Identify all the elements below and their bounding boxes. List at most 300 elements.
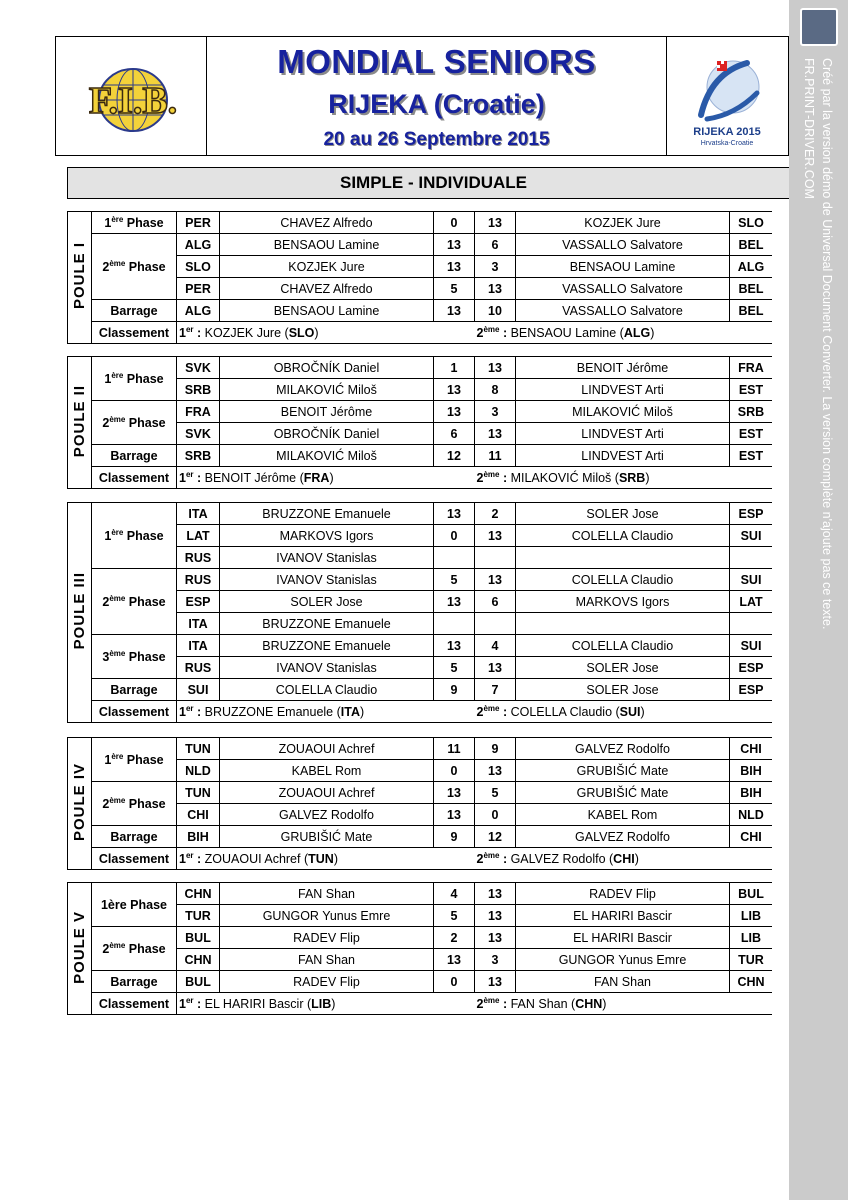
player-left: GUNGOR Yunus Emre — [220, 905, 434, 927]
phase-word: Phase — [123, 216, 164, 231]
rank-number: 2 — [476, 705, 484, 720]
score-left: 13 — [434, 503, 475, 525]
country-code-right: LIB — [730, 905, 773, 927]
classement-second: 2ème : COLELLA Claudio (SUI) — [475, 701, 773, 723]
phase-ordinal-suffix: ère — [111, 527, 124, 537]
player-left: COLELLA Claudio — [220, 679, 434, 701]
phase-ordinal-suffix: ème — [109, 648, 126, 658]
country-code-right: LAT — [730, 591, 773, 613]
ranked-player: KOZJEK Jure — [204, 326, 282, 341]
score-left: 5 — [434, 657, 475, 679]
phase-ordinal: 1 — [104, 216, 112, 231]
country-code-left: SLO — [177, 256, 220, 278]
rank-number: 1 — [179, 852, 186, 867]
score-left: 4 — [434, 883, 475, 905]
score-right: 13 — [475, 905, 516, 927]
player-left: OBROČNÍK Daniel — [220, 423, 434, 445]
score-left: 13 — [434, 300, 475, 322]
player-left: IVANOV Stanislas — [220, 547, 434, 569]
player-left: CHAVEZ Alfredo — [220, 278, 434, 300]
country-code-right: SRB — [730, 401, 773, 423]
score-left: 1 — [434, 357, 475, 379]
score-left: 0 — [434, 971, 475, 993]
pool-label: POULE V — [71, 910, 88, 984]
phase-ordinal-suffix: ème — [109, 258, 126, 268]
phase-word: Phase — [125, 797, 166, 812]
country-code-left: ALG — [177, 234, 220, 256]
country-code-right: ESP — [730, 503, 773, 525]
phase-label — [92, 927, 177, 971]
score-left: 12 — [434, 445, 475, 467]
phase-ordinal-suffix: ème — [109, 414, 126, 424]
fib-logo-cell — [56, 37, 207, 155]
player-right: COLELLA Claudio — [516, 569, 730, 591]
country-code-left: CHN — [177, 883, 220, 905]
match-row — [68, 971, 773, 993]
player-right: LINDVEST Arti — [516, 423, 730, 445]
player-right: GUNGOR Yunus Emre — [516, 949, 730, 971]
match-row — [68, 782, 773, 804]
phase-ordinal-suffix: ère — [111, 370, 124, 380]
phase-ordinal: 1 — [104, 753, 112, 768]
player-left: IVANOV Stanislas — [220, 569, 434, 591]
rank-suffix: er — [185, 469, 194, 479]
player-right: COLELLA Claudio — [516, 635, 730, 657]
pool-label-cell — [68, 738, 92, 870]
ranked-player: FAN Shan — [510, 997, 568, 1012]
ranked-country: SRB — [618, 471, 646, 486]
phase-word: Phase — [123, 753, 164, 768]
classement-label: Classement — [92, 701, 177, 723]
country-code-left: SVK — [177, 423, 220, 445]
phase-word: 1ère Phase — [100, 897, 168, 912]
pool-table — [67, 737, 772, 870]
country-code-left: SUI — [177, 679, 220, 701]
score-right: 13 — [475, 971, 516, 993]
converter-icon — [800, 8, 838, 46]
country-code-left: FRA — [177, 401, 220, 423]
match-row — [68, 738, 773, 760]
country-code-right: FRA — [730, 357, 773, 379]
classement-second: 2ème : MILAKOVIĆ Miloš (SRB) — [475, 467, 773, 489]
score-right: 9 — [475, 738, 516, 760]
ranked-country: FRA — [303, 471, 330, 486]
classement-row — [68, 701, 773, 723]
phase-ordinal: 2 — [102, 797, 110, 812]
pool-label: POULE II — [71, 384, 88, 458]
phase-label — [92, 212, 177, 234]
country-code-right: BEL — [730, 234, 773, 256]
score-right: 10 — [475, 300, 516, 322]
match-row — [68, 826, 773, 848]
country-code-left: PER — [177, 278, 220, 300]
ranked-country: SLO — [288, 326, 315, 341]
rank-suffix: ème — [483, 850, 500, 860]
player-right: COLELLA Claudio — [516, 525, 730, 547]
player-right: MARKOVS Igors — [516, 591, 730, 613]
phase-word: Barrage — [110, 682, 158, 697]
score-right: 11 — [475, 445, 516, 467]
classement-label: Classement — [92, 848, 177, 870]
fib-logo — [63, 67, 203, 133]
country-code-right: BIH — [730, 782, 773, 804]
country-code-right — [730, 547, 773, 569]
country-code-left: CHN — [177, 949, 220, 971]
header — [55, 36, 789, 156]
rank-suffix: ème — [483, 324, 500, 334]
phase-word: Barrage — [110, 303, 158, 318]
match-row — [68, 679, 773, 701]
match-row — [68, 445, 773, 467]
rank-number: 2 — [476, 997, 484, 1012]
country-code-right: CHN — [730, 971, 773, 993]
player-right: VASSALLO Salvatore — [516, 278, 730, 300]
player-right: GALVEZ Rodolfo — [516, 738, 730, 760]
rank-suffix: ème — [483, 703, 500, 713]
phase-label — [92, 401, 177, 445]
match-row — [68, 357, 773, 379]
pool-table — [67, 211, 772, 344]
score-right: 4 — [475, 635, 516, 657]
rank-suffix: er — [185, 850, 194, 860]
player-right: KABEL Rom — [516, 804, 730, 826]
country-code-right: ALG — [730, 256, 773, 278]
ranked-country: TUN — [308, 852, 334, 867]
player-left: IVANOV Stanislas — [220, 657, 434, 679]
event-dates: 20 au 26 Septembre 2015 — [323, 129, 550, 150]
country-code-right: CHI — [730, 738, 773, 760]
score-left — [434, 613, 475, 635]
score-right: 13 — [475, 423, 516, 445]
player-left: ZOUAOUI Achref — [220, 738, 434, 760]
phase-ordinal: 2 — [102, 416, 110, 431]
section-title: SIMPLE - INDIVIDUALE — [67, 167, 800, 199]
classement-second: 2ème : FAN Shan (CHN) — [475, 993, 773, 1015]
score-right — [475, 613, 516, 635]
score-left: 2 — [434, 927, 475, 949]
player-left: FAN Shan — [220, 949, 434, 971]
page-title: MONDIAL SENIORS — [277, 43, 596, 80]
ranked-country: CHI — [613, 852, 635, 867]
country-code-left: TUN — [177, 738, 220, 760]
ranked-player: BENOIT Jérôme — [204, 471, 297, 486]
country-code-left: PER — [177, 212, 220, 234]
watermark-line-1: Créé par la version démo de Universal Document Converter. La version complète n'ajoute pas ce texte. — [820, 58, 834, 630]
score-left — [434, 547, 475, 569]
pool-table — [67, 882, 772, 1015]
score-right: 13 — [475, 927, 516, 949]
country-code-right: BIH — [730, 760, 773, 782]
player-left: KABEL Rom — [220, 760, 434, 782]
player-right: BENOIT Jérôme — [516, 357, 730, 379]
ranked-player: BENSAOU Lamine — [510, 326, 617, 341]
player-right: GRUBIŠIĆ Mate — [516, 782, 730, 804]
country-code-left: ITA — [177, 613, 220, 635]
score-right: 2 — [475, 503, 516, 525]
score-left: 0 — [434, 525, 475, 547]
phase-label — [92, 357, 177, 401]
phase-ordinal-suffix: ère — [111, 214, 124, 224]
player-right: SOLER Jose — [516, 657, 730, 679]
pool-table — [67, 502, 772, 723]
match-row — [68, 503, 773, 525]
country-code-right: SLO — [730, 212, 773, 234]
pool-label: POULE IV — [71, 762, 88, 841]
player-left: BRUZZONE Emanuele — [220, 613, 434, 635]
player-left: SOLER Jose — [220, 591, 434, 613]
phase-word: Barrage — [110, 829, 158, 844]
country-code-right: CHI — [730, 826, 773, 848]
score-right: 13 — [475, 883, 516, 905]
player-right: EL HARIRI Bascir — [516, 905, 730, 927]
pool-label-cell — [68, 212, 92, 344]
country-code-right: SUI — [730, 635, 773, 657]
country-code-right: NLD — [730, 804, 773, 826]
ranked-country: SUI — [619, 705, 641, 720]
player-right: BENSAOU Lamine — [516, 256, 730, 278]
player-left: BENOIT Jérôme — [220, 401, 434, 423]
player-right: FAN Shan — [516, 971, 730, 993]
score-left: 13 — [434, 635, 475, 657]
phase-label — [92, 445, 177, 467]
phase-word: Phase — [125, 416, 166, 431]
country-code-left: LAT — [177, 525, 220, 547]
score-right: 13 — [475, 525, 516, 547]
rank-number: 1 — [179, 997, 186, 1012]
ranked-country: CHN — [575, 997, 603, 1012]
score-left: 0 — [434, 760, 475, 782]
score-right: 5 — [475, 782, 516, 804]
phase-word: Phase — [125, 595, 166, 610]
phase-label — [92, 826, 177, 848]
watermark-line-2: FR.PRINT-DRIVER.COM — [802, 58, 816, 199]
classement-first: 1er : BENOIT Jérôme (FRA) — [177, 467, 475, 489]
match-row — [68, 635, 773, 657]
ranked-player: BRUZZONE Emanuele — [204, 705, 334, 720]
ranked-player: ZOUAOUI Achref — [204, 852, 301, 867]
phase-word: Phase — [123, 529, 164, 544]
country-code-right: EST — [730, 379, 773, 401]
fib-logo-text: F.I.B. — [88, 80, 178, 122]
rank-number: 2 — [476, 852, 484, 867]
player-left: ZOUAOUI Achref — [220, 782, 434, 804]
score-left: 5 — [434, 278, 475, 300]
country-code-right: SUI — [730, 569, 773, 591]
score-right: 3 — [475, 256, 516, 278]
classement-first: 1er : BRUZZONE Emanuele (ITA) — [177, 701, 475, 723]
rank-suffix: er — [185, 703, 194, 713]
phase-label — [92, 234, 177, 300]
country-code-right — [730, 613, 773, 635]
rank-number: 1 — [179, 705, 186, 720]
phase-word: Phase — [125, 260, 166, 275]
score-right: 13 — [475, 569, 516, 591]
match-row — [68, 401, 773, 423]
player-left: CHAVEZ Alfredo — [220, 212, 434, 234]
score-right: 12 — [475, 826, 516, 848]
match-row — [68, 883, 773, 905]
watermark-text — [800, 58, 836, 629]
score-right: 13 — [475, 760, 516, 782]
country-code-right: LIB — [730, 927, 773, 949]
rijeka-logo-title: RIJEKA 2015 — [693, 126, 761, 138]
player-right: VASSALLO Salvatore — [516, 300, 730, 322]
classement-row — [68, 322, 773, 344]
country-code-left: ITA — [177, 635, 220, 657]
rank-suffix: er — [185, 324, 194, 334]
player-right: SOLER Jose — [516, 679, 730, 701]
country-code-left: TUN — [177, 782, 220, 804]
phase-label — [92, 300, 177, 322]
country-code-right: BEL — [730, 278, 773, 300]
player-right: GRUBIŠIĆ Mate — [516, 760, 730, 782]
score-left: 13 — [434, 234, 475, 256]
rijeka-logo-country: Hrvatska-Croatie — [700, 140, 754, 147]
phase-word: Barrage — [110, 974, 158, 989]
country-code-left: BUL — [177, 971, 220, 993]
player-left: KOZJEK Jure — [220, 256, 434, 278]
player-left: OBROČNÍK Daniel — [220, 357, 434, 379]
phase-word: Barrage — [110, 448, 158, 463]
phase-label — [92, 883, 177, 927]
player-left: GRUBIŠIĆ Mate — [220, 826, 434, 848]
ranked-country: LIB — [311, 997, 332, 1012]
score-left: 5 — [434, 905, 475, 927]
pool-label: POULE I — [71, 242, 88, 310]
score-left: 13 — [434, 379, 475, 401]
player-right: GALVEZ Rodolfo — [516, 826, 730, 848]
player-right: EL HARIRI Bascir — [516, 927, 730, 949]
classement-second: 2ème : BENSAOU Lamine (ALG) — [475, 322, 773, 344]
country-code-left: ESP — [177, 591, 220, 613]
pool-table — [67, 356, 772, 489]
player-left: BRUZZONE Emanuele — [220, 503, 434, 525]
player-left: BRUZZONE Emanuele — [220, 635, 434, 657]
match-row — [68, 212, 773, 234]
phase-ordinal: 1 — [104, 529, 112, 544]
country-code-right: EST — [730, 423, 773, 445]
score-left: 11 — [434, 738, 475, 760]
score-right: 6 — [475, 591, 516, 613]
classement-row — [68, 467, 773, 489]
phase-label — [92, 738, 177, 782]
score-left: 13 — [434, 256, 475, 278]
score-right: 8 — [475, 379, 516, 401]
ranked-country: ITA — [340, 705, 360, 720]
phase-ordinal-suffix: ème — [109, 795, 126, 805]
phase-ordinal-suffix: ère — [111, 751, 124, 761]
score-right: 13 — [475, 212, 516, 234]
phase-ordinal: 2 — [102, 595, 110, 610]
player-right: LINDVEST Arti — [516, 445, 730, 467]
country-code-left: BUL — [177, 927, 220, 949]
player-left: GALVEZ Rodolfo — [220, 804, 434, 826]
phase-ordinal: 2 — [102, 942, 110, 957]
player-left: BENSAOU Lamine — [220, 234, 434, 256]
player-left: MILAKOVIĆ Miloš — [220, 379, 434, 401]
rank-suffix: ème — [483, 469, 500, 479]
score-right: 13 — [475, 357, 516, 379]
classement-first: 1er : ZOUAOUI Achref (TUN) — [177, 848, 475, 870]
country-code-left: SVK — [177, 357, 220, 379]
player-right: MILAKOVIĆ Miloš — [516, 401, 730, 423]
player-right: SOLER Jose — [516, 503, 730, 525]
score-right: 3 — [475, 949, 516, 971]
phase-ordinal-suffix: ème — [109, 593, 126, 603]
score-left: 13 — [434, 401, 475, 423]
country-code-right: BUL — [730, 883, 773, 905]
score-right: 0 — [475, 804, 516, 826]
player-left: RADEV Flip — [220, 971, 434, 993]
phase-label — [92, 782, 177, 826]
rank-number: 1 — [179, 471, 186, 486]
classement-row — [68, 993, 773, 1015]
country-code-right: ESP — [730, 657, 773, 679]
page-subtitle: RIJEKA (Croatie) — [328, 89, 545, 119]
classement-first: 1er : EL HARIRI Bascir (LIB) — [177, 993, 475, 1015]
match-row — [68, 234, 773, 256]
score-left: 13 — [434, 782, 475, 804]
ranked-player: EL HARIRI Bascir — [204, 997, 304, 1012]
phase-label — [92, 679, 177, 701]
country-code-left: ITA — [177, 503, 220, 525]
score-left: 6 — [434, 423, 475, 445]
classement-row — [68, 848, 773, 870]
ranked-country: ALG — [623, 326, 651, 341]
phase-label — [92, 503, 177, 569]
player-left: MARKOVS Igors — [220, 525, 434, 547]
country-code-right: ESP — [730, 679, 773, 701]
country-code-left: NLD — [177, 760, 220, 782]
classement-second: 2ème : GALVEZ Rodolfo (CHI) — [475, 848, 773, 870]
score-left: 9 — [434, 679, 475, 701]
player-right: KOZJEK Jure — [516, 212, 730, 234]
match-row — [68, 300, 773, 322]
score-right — [475, 547, 516, 569]
rank-suffix: er — [185, 995, 194, 1005]
phase-word: Phase — [123, 372, 164, 387]
pool-label: POULE III — [71, 572, 88, 650]
player-left: FAN Shan — [220, 883, 434, 905]
phase-label — [92, 635, 177, 679]
ranked-player: MILAKOVIĆ Miloš — [510, 471, 612, 486]
country-code-right: BEL — [730, 300, 773, 322]
phase-label — [92, 971, 177, 993]
score-left: 13 — [434, 591, 475, 613]
rank-number: 1 — [179, 326, 186, 341]
score-left: 13 — [434, 949, 475, 971]
score-left: 13 — [434, 804, 475, 826]
phase-word: Phase — [125, 650, 166, 665]
classement-first: 1er : KOZJEK Jure (SLO) — [177, 322, 475, 344]
classement-label: Classement — [92, 993, 177, 1015]
player-right — [516, 613, 730, 635]
player-right: RADEV Flip — [516, 883, 730, 905]
ranked-player: COLELLA Claudio — [510, 705, 613, 720]
classement-label: Classement — [92, 322, 177, 344]
score-right: 13 — [475, 657, 516, 679]
score-right: 3 — [475, 401, 516, 423]
player-left: RADEV Flip — [220, 927, 434, 949]
player-left: BENSAOU Lamine — [220, 300, 434, 322]
phase-label — [92, 569, 177, 635]
country-code-left: SRB — [177, 379, 220, 401]
rank-suffix: ème — [483, 995, 500, 1005]
country-code-left: BIH — [177, 826, 220, 848]
rank-number: 2 — [476, 471, 484, 486]
country-code-left: RUS — [177, 569, 220, 591]
title-block — [207, 37, 666, 155]
